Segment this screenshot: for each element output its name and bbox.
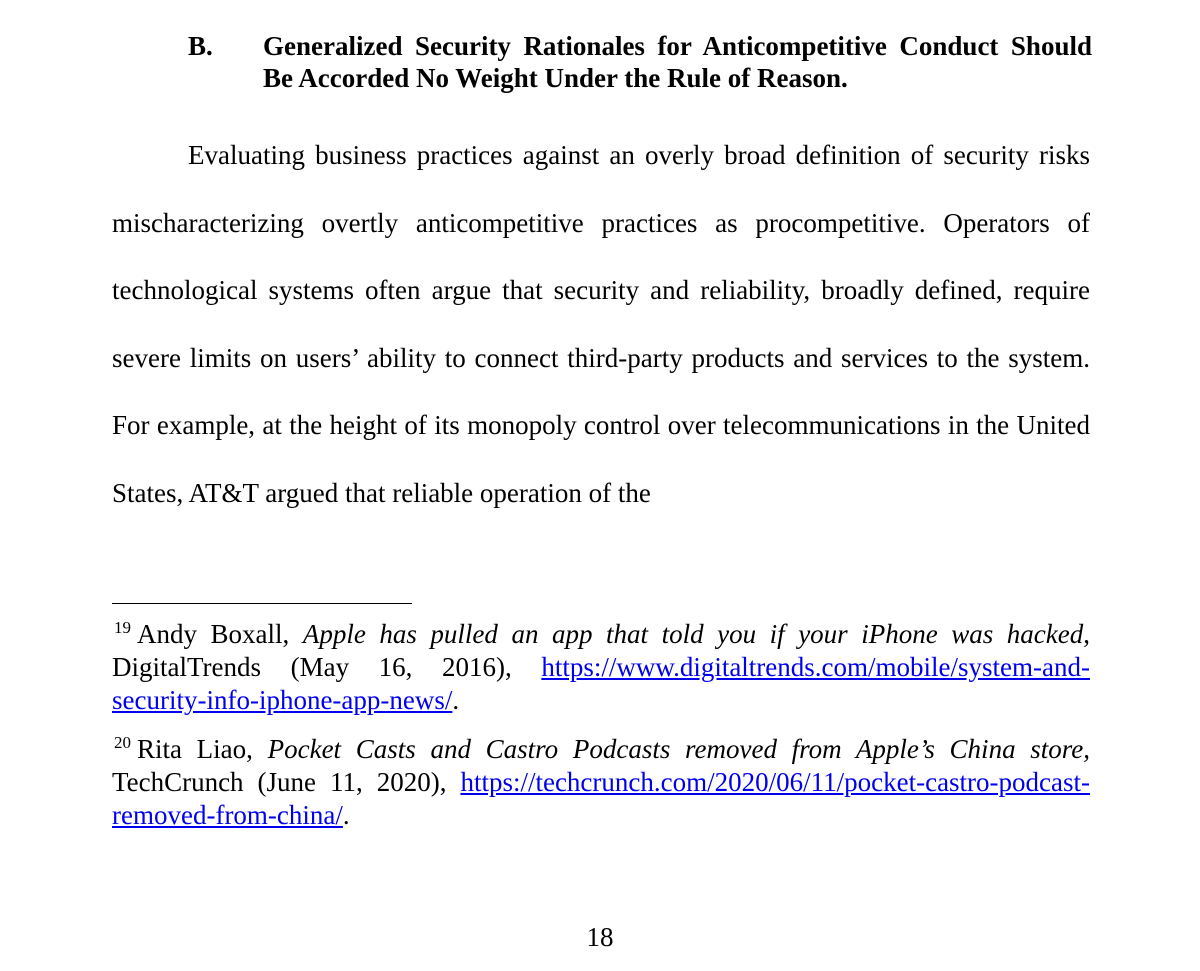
footnote-author: Andy Boxall,: [137, 619, 290, 649]
footnote-20: [112, 733, 1090, 832]
footnote-end: .: [452, 685, 460, 715]
section-heading: [188, 30, 1092, 94]
footnote-link[interactable]: https://techcrunch.com/2020/06/11/pocket-castro-podcast-removed-from-china/: [112, 767, 1091, 830]
footnote-link[interactable]: https://www.digitaltrends.com/mobile/system-and-security-info-iphone-app-news/: [112, 652, 1090, 715]
footnote-publication: TechCrunch (June 11, 2020),: [112, 767, 447, 797]
footnote-end: .: [342, 800, 350, 830]
section-title: Generalized Security Rationales for Anticompetitive Conduct Should Be Accorded No Weight Under the Rule of Reason.: [263, 31, 1092, 93]
footnote-19: [112, 618, 1090, 717]
footnote-title: Pocket Casts and Castro Podcasts removed from Apple’s China store,: [267, 734, 1090, 764]
footnote-number: 20: [114, 733, 131, 752]
footnote-publication: , DigitalTrends (May 16, 2016),: [112, 619, 1091, 682]
body-paragraph: Evaluating business practices against an overly broad definition of security risks mischaracterizing overtly anticompetitive practices as procompetitive. Operators of technological systems often argue that security and reliability, broadly defined, require severe limits on users’ ability to connect third-party products and services to the system. For example, at the height of its monopoly control over telecommunications in the United States, AT&T argued that reliable operation of the: [112, 140, 1090, 508]
footnote-separator: [112, 603, 412, 604]
page-number: 18: [586, 922, 614, 952]
footnote-number: 19: [114, 618, 131, 637]
footnote-author: Rita Liao,: [137, 734, 253, 764]
footnote-title: Apple has pulled an app that told you if your iPhone was hacked: [302, 619, 1084, 649]
section-letter: B.: [188, 31, 213, 61]
